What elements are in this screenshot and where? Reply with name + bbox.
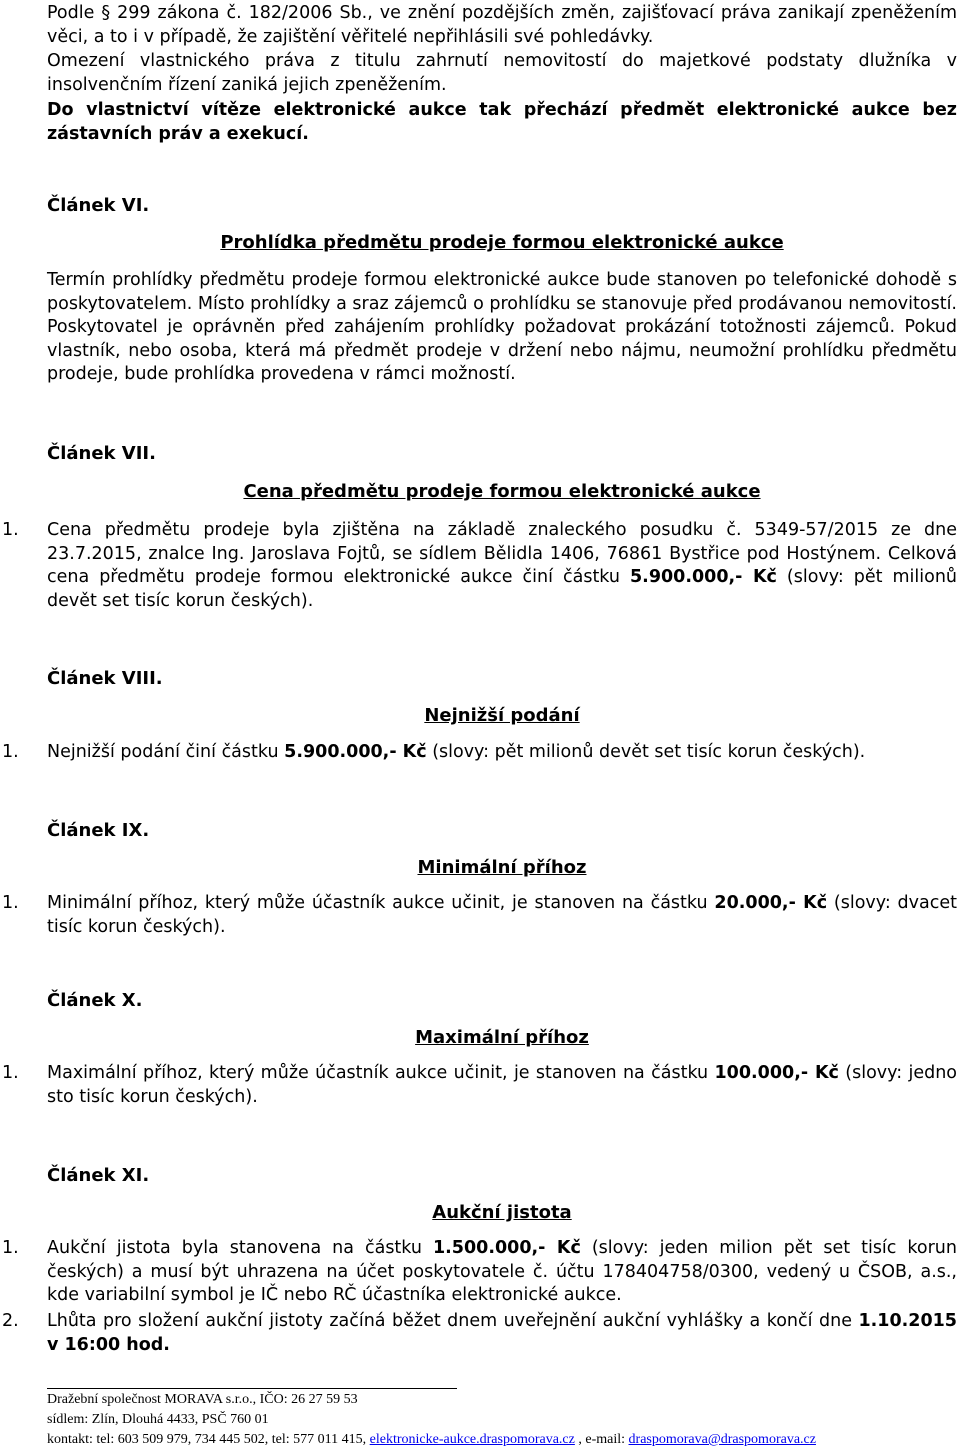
article-11-item-1 — [2, 1237, 957, 1308]
article-7-item-1 — [2, 519, 957, 613]
article-11-heading: Článek XI. — [47, 1165, 150, 1186]
article-7-title: Cena předmětu prodeje formou elektronické aukce — [243, 481, 761, 502]
item-number: 1. — [2, 1063, 19, 1083]
article-11-item-2 — [2, 1310, 957, 1357]
article-6-heading: Článek VI. — [47, 195, 150, 216]
article-6-text: Termín prohlídky předmětu prodeje formou elektronické aukce bude stanoven po telefonické dohodě s poskytovatelem. Místo prohlídky a sraz zájemců o prohlídku se stanovuje před prodávanou nemovitostí. Poskytovatel je oprávněn před zahájením prohlídky požadovat prokázání totožnosti zájemců. Pokud vlastník, nebo osoba, která má předmět prodeje v držení nebo nájmu, neumožní prohlídku předmětu prodeje, bude prohlídka provedena v rámci možností. — [47, 270, 957, 384]
max-increment-amount: 100.000,- Kč — [714, 1063, 839, 1083]
item-text-end: (slovy: pět milionů devět set tisíc korun českých). — [426, 742, 866, 762]
page-footer — [47, 1388, 957, 1450]
item-text-end: (slovy: dvacet tisíc korun českých). — [47, 893, 957, 937]
article-9-heading: Článek IX. — [47, 820, 150, 841]
item-number: 2. — [2, 1311, 19, 1331]
footer-divider — [47, 1388, 457, 1389]
article-9-item-1 — [2, 892, 957, 939]
article-8-heading: Článek VIII. — [47, 668, 163, 689]
item-text-end: (slovy: jeden milion pět set tisíc korun českých) a musí být uhrazena na účet poskytovatele č. účtu 178404758/0300, vedený u ČSOB, a.s., kde variabilní symbol je IČ nebo RČ účastníka elektronické aukce. — [47, 1238, 957, 1305]
article-10-item-1 — [2, 1062, 957, 1109]
min-increment-amount: 20.000,- Kč — [714, 893, 828, 913]
lowest-bid-amount: 5.900.000,- Kč — [284, 742, 427, 762]
footer-address: sídlem: Zlín, Dlouhá 4433, PSČ 760 01 — [47, 1412, 269, 1427]
footer-email-label: , e-mail: — [574, 1432, 629, 1447]
article-10-heading: Článek X. — [47, 990, 143, 1011]
email-link[interactable]: draspomorava@draspomorava.cz — [628, 1432, 816, 1447]
item-text: Maximální příhoz, který může účastník aukce učinit, je stanoven na částku — [47, 1063, 715, 1083]
item-number: 1. — [2, 893, 19, 913]
item-text: Aukční jistota byla stanovena na částku — [47, 1238, 433, 1258]
item-text: Lhůta pro složení aukční jistoty začíná běžet dnem uveřejnění aukční vyhlášky a končí dne — [47, 1311, 859, 1331]
article-9-title: Minimální příhoz — [417, 857, 587, 878]
article-10-title: Maximální příhoz — [415, 1027, 589, 1048]
item-text-end: (slovy: pět milionů devět set tisíc korun českých). — [47, 567, 957, 611]
item-text: Cena předmětu prodeje byla zjištěna na základě znaleckého posudku č. 5349-57/2015 ze dne 23.7.2015, znalce Ing. Jaroslava Fojtů, se sídlem Bělidla 1406, 76861 Bystřice pod Hostýnem. Celková cena předmětu prodeje formou elektronické aukce činí částku — [47, 520, 957, 587]
item-number: 1. — [2, 742, 19, 762]
footer-contact — [47, 1430, 957, 1450]
item-number: 1. — [2, 520, 19, 540]
website-link[interactable]: elektronicke-aukce.draspomorava.cz — [369, 1432, 575, 1447]
deadline-date: 1.10.2015 v 16:00 hod. — [47, 1311, 957, 1355]
item-text-end: (slovy: jedno sto tisíc korun českých). — [47, 1063, 957, 1107]
footer-company: Dražební společnost MORAVA s.r.o., IČO: 26 27 59 53 — [47, 1392, 358, 1407]
intro-paragraph-2: Omezení vlastnického práva z titulu zahrnutí nemovitostí do majetkové podstaty dlužníka v insolvenčním řízení zaniká jejich zpeněžením. — [47, 51, 957, 95]
article-8-item-1 — [2, 741, 957, 765]
intro-paragraph-1: Podle § 299 zákona č. 182/2006 Sb., ve znění pozdějších změn, zajišťovací práva zanikají zpeněžením věci, a to i v případě, že zajištění věřitelé nepřihlásili své pohledávky. — [47, 3, 957, 47]
item-text: Nejnižší podání činí částku — [47, 742, 285, 762]
deposit-amount: 1.500.000,- Kč — [432, 1238, 581, 1258]
footer-phones: kontakt: tel: 603 509 979, 734 445 502, tel: 577 011 415, — [47, 1432, 370, 1447]
price-amount: 5.900.000,- Kč — [630, 567, 777, 587]
intro-paragraph-3: Do vlastnictví vítěze elektronické aukce tak přechází předmět elektronické aukce bez zástavních práv a exekucí. — [47, 100, 957, 144]
article-8-title: Nejnižší podání — [424, 705, 580, 726]
item-text: Minimální příhoz, který může účastník aukce učinit, je stanoven na částku — [47, 893, 715, 913]
article-11-title: Aukční jistota — [432, 1202, 572, 1223]
item-number: 1. — [2, 1238, 19, 1258]
article-7-heading: Článek VII. — [47, 443, 156, 464]
article-6-title: Prohlídka předmětu prodeje formou elektronické aukce — [220, 232, 784, 253]
